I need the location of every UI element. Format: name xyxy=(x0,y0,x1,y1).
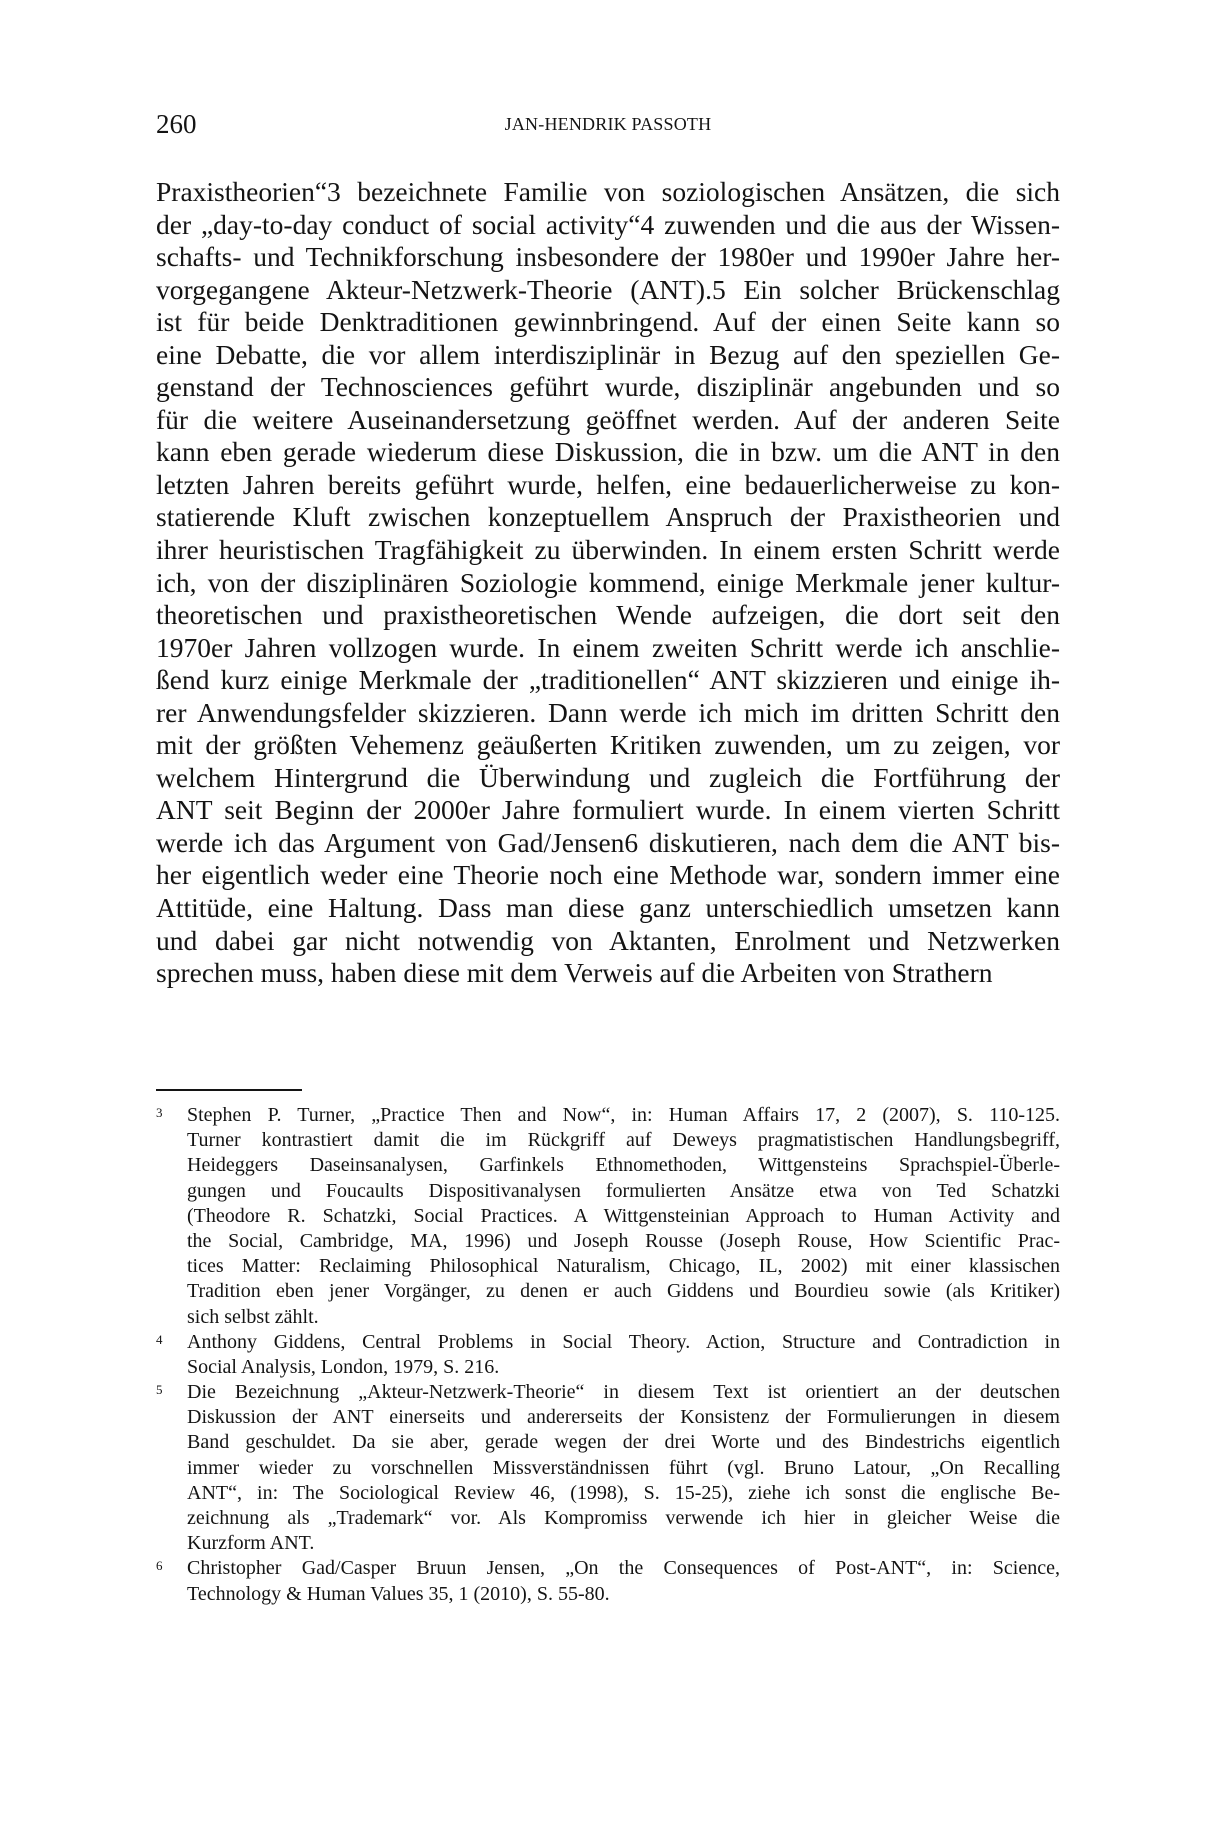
footnote-number: 4 xyxy=(156,1331,163,1347)
body-line: werde ich das Argument von Gad/Jensen6 diskutieren, nach dem die ANT bis- xyxy=(156,826,1060,858)
footnote-number: 6 xyxy=(156,1558,163,1574)
body-line: letzten Jahren bereits geführt wurde, helfen, eine bedauerlicherweise zu kon- xyxy=(156,468,1060,500)
footnote-line: ANT“, in: The Sociological Review 46, (1998), S. 15-25), ziehe ich sonst die englische Be- xyxy=(187,1481,1060,1504)
body-line: rer Anwendungsfelder skizzieren. Dann werde ich mich im dritten Schritt den xyxy=(156,696,1060,728)
footnote-line: (Theodore R. Schatzki, Social Practices. A Wittgensteinian Approach to Human Activity and xyxy=(187,1204,1060,1227)
body-line: und dabei gar nicht notwendig von Aktanten, Enrolment und Netzwerken xyxy=(156,924,1060,956)
footnote-line: Social Analysis, London, 1979, S. 216. xyxy=(187,1355,500,1378)
footnote-line: Stephen P. Turner, „Practice Then and Now“, in: Human Affairs 17, 2 (2007), S. 110-125. xyxy=(187,1104,1060,1126)
body-line: schafts- und Technikforschung insbesondere der 1980er und 1990er Jahre her- xyxy=(156,241,1060,273)
body-line: eine Debatte, die vor allem interdisziplinär in Bezug auf den speziellen Ge- xyxy=(156,338,1060,370)
body-line: der „day-to-day conduct of social activity“4 zuwenden und die aus der Wissen- xyxy=(156,208,1060,240)
body-line: ANT seit Beginn der 2000er Jahre formuliert wurde. In einem vierten Schritt xyxy=(156,794,1060,826)
footnote-line: Anthony Giddens, Central Problems in Social Theory. Action, Structure and Contradiction in xyxy=(187,1330,1060,1353)
running-head: JAN-HENDRIK PASSOTH xyxy=(504,114,712,134)
body-line: sprechen muss, haben diese mit dem Verweis auf die Arbeiten von Strathern xyxy=(156,957,993,989)
footnote-line: Turner kontrastiert damit die im Rückgriff auf Deweys pragmatistischen Handlungsbegriff, xyxy=(187,1129,1060,1152)
body-line: 1970er Jahren vollzogen wurde. In einem zweiten Schritt werde ich anschlie- xyxy=(156,631,1060,663)
footnote-line: immer wieder zu vorschnellen Missverständnissen führt (vgl. Bruno Latour, „On Recalling xyxy=(187,1456,1060,1479)
footnote-number: 5 xyxy=(156,1382,163,1398)
body-line: theoretischen und praxistheoretischen Wende aufzeigen, die dort seit den xyxy=(156,599,1060,631)
footnote-line: Technology & Human Values 35, 1 (2010), S. 55-80. xyxy=(187,1582,610,1605)
body-line: genstand der Technosciences geführt wurde, disziplinär angebunden und so xyxy=(156,371,1060,403)
footnote-4 xyxy=(156,1330,1060,1380)
footnote-line: Tradition eben jener Vorgänger, zu denen er auch Giddens und Bourdieu sowie (als Kritiker) xyxy=(187,1280,1060,1303)
footnote-line: Heideggers Daseinsanalysen, Garfinkels Ethnomethoden, Wittgensteins Sprachspiel-Überle- xyxy=(187,1154,1060,1177)
footnote-divider xyxy=(156,1089,302,1091)
page-number: 260 xyxy=(156,109,197,139)
footnote-line: Die Bezeichnung „Akteur-Netzwerk-Theorie“ in diesem Text ist orientiert an der deutschen xyxy=(187,1381,1060,1404)
body-line: vorgegangene Akteur-Netzwerk-Theorie (ANT).5 Ein solcher Brückenschlag xyxy=(156,273,1060,305)
body-line: für die weitere Auseinandersetzung geöffnet werden. Auf der anderen Seite xyxy=(156,403,1060,435)
body-line: Attitüde, eine Haltung. Dass man diese ganz unterschiedlich umsetzen kann xyxy=(156,892,1060,924)
body-line: mit der größten Vehemenz geäußerten Kritiken zuwenden, um zu zeigen, vor xyxy=(156,729,1060,761)
body-line: statierende Kluft zwischen konzeptuellem Anspruch der Praxistheorien und xyxy=(156,501,1060,533)
footnotes xyxy=(156,1103,1060,1607)
footnote-line: zeichnung als „Trademark“ vor. Als Kompromiss verwende ich hier in gleicher Weise die xyxy=(187,1507,1060,1529)
footnote-line: gungen und Foucaults Dispositivanalysen formulierten Ansätze etwa von Ted Schatzki xyxy=(187,1179,1060,1202)
footnote-line: sich selbst zählt. xyxy=(187,1305,319,1328)
footnote-line: Christopher Gad/Casper Bruun Jensen, „On the Consequences of Post-ANT“, in: Science, xyxy=(187,1557,1060,1580)
body-line: ist für beide Denktraditionen gewinnbringend. Auf der einen Seite kann so xyxy=(156,306,1060,338)
footnote-6 xyxy=(156,1556,1060,1606)
body-line: ich, von der disziplinären Soziologie kommend, einige Merkmale jener kultur- xyxy=(156,566,1060,598)
footnote-3 xyxy=(156,1103,1060,1330)
body-line: ßend kurz einige Merkmale der „traditionellen“ ANT skizzieren und einige ih- xyxy=(156,664,1060,696)
footnote-line: Band geschuldet. Da sie aber, gerade wegen der drei Worte und des Bindestrichs eigentlich xyxy=(187,1431,1060,1454)
body-line: ihrer heuristischen Tragfähigkeit zu überwinden. In einem ersten Schritt werde xyxy=(156,534,1060,566)
body-line: Praxistheorien“3 bezeichnete Familie von soziologischen Ansätzen, die sich xyxy=(156,176,1060,207)
footnote-line: the Social, Cambridge, MA, 1996) und Joseph Rousse (Joseph Rouse, How Scientific Prac- xyxy=(187,1229,1060,1252)
footnote-line: Kurzform ANT. xyxy=(187,1532,315,1555)
footnote-line: tices Matter: Reclaiming Philosophical Naturalism, Chicago, IL, 2002) mit einer klassischen xyxy=(187,1255,1060,1278)
body-line: welchem Hintergrund die Überwindung und zugleich die Fortführung der xyxy=(156,761,1060,793)
body-text xyxy=(156,176,1060,990)
footnote-number: 3 xyxy=(156,1105,163,1120)
footnote-line: Diskussion der ANT einerseits und andererseits der Konsistenz der Formulierungen in diesem xyxy=(187,1406,1060,1429)
body-line: kann eben gerade wiederum diese Diskussion, die in bzw. um die ANT in den xyxy=(156,436,1060,468)
body-line: her eigentlich weder eine Theorie noch eine Methode war, sondern immer eine xyxy=(156,859,1060,891)
footnote-5 xyxy=(156,1380,1060,1556)
